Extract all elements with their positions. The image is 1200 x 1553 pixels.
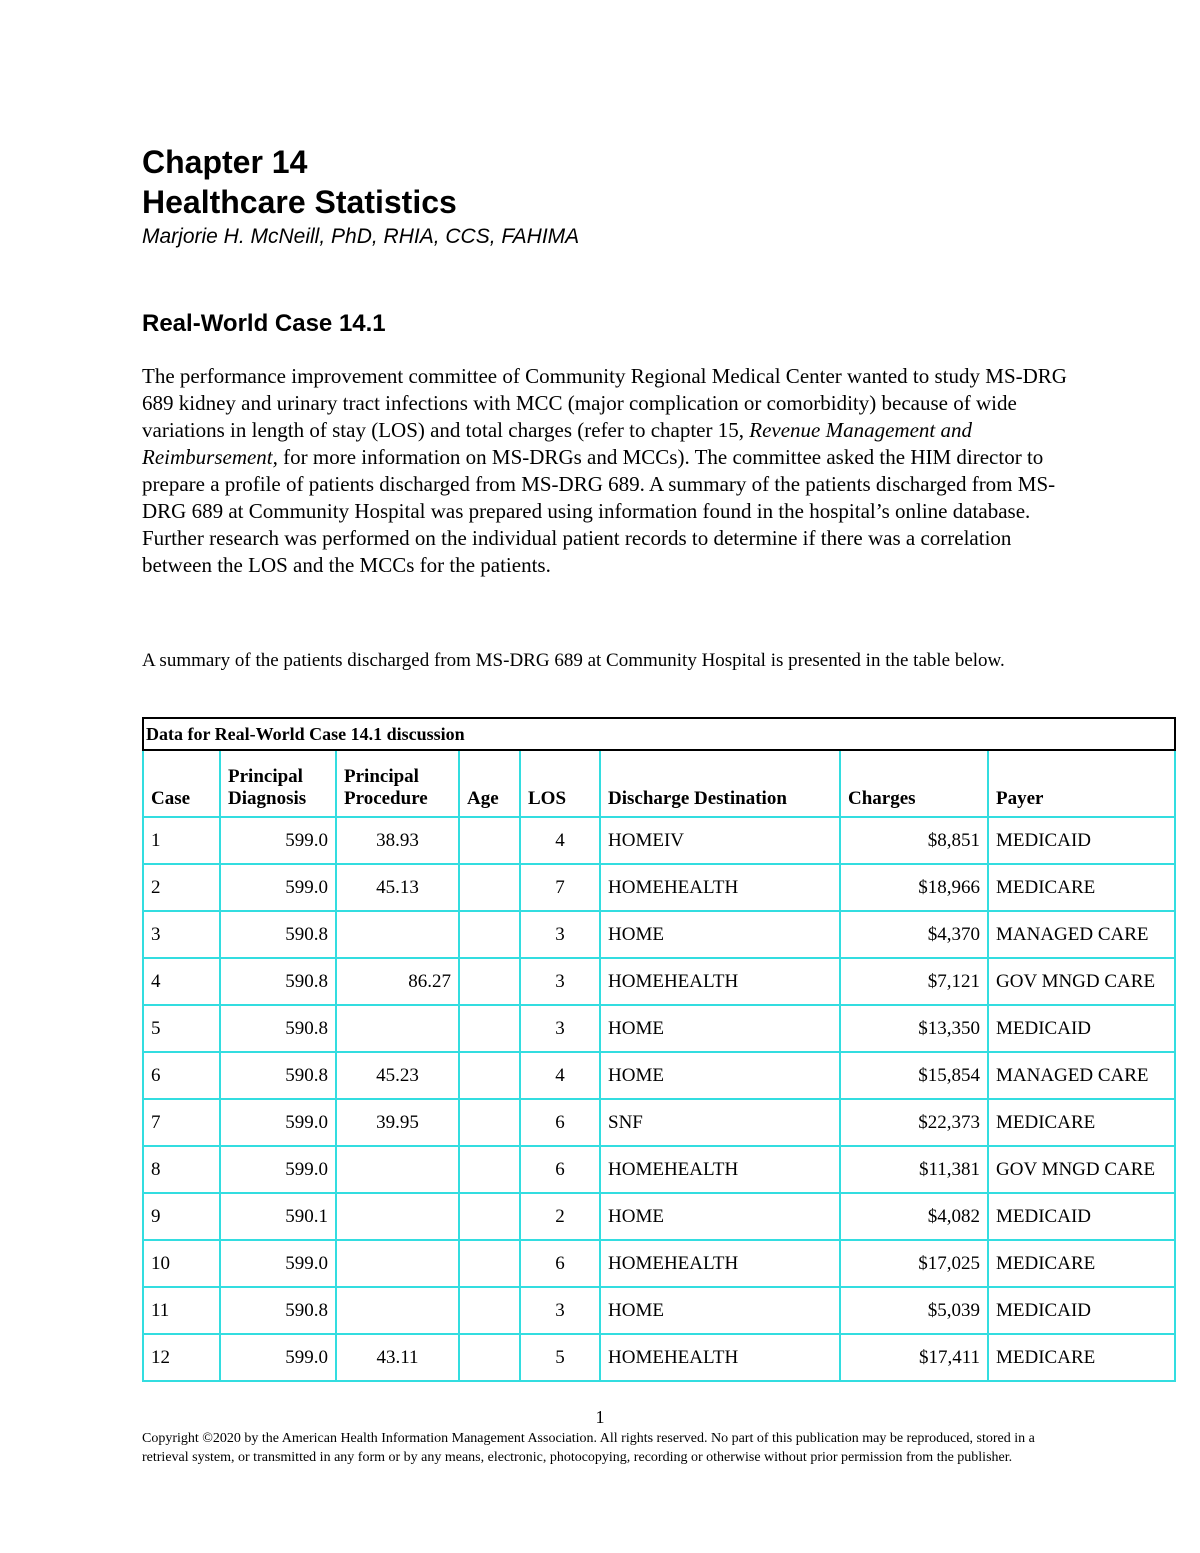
cell-age — [459, 1146, 520, 1193]
table-header-row — [143, 750, 1175, 817]
cell-charges: $8,851 — [840, 817, 988, 864]
cell-principal-procedure: 39.95 — [336, 1099, 459, 1146]
cell-case: 4 — [143, 958, 220, 1005]
case-data-table — [142, 717, 1176, 1382]
cell-payer: MEDICARE — [988, 864, 1175, 911]
cell-payer: MEDICAID — [988, 1193, 1175, 1240]
cell-age — [459, 1193, 520, 1240]
cell-principal-diagnosis: 599.0 — [220, 1099, 336, 1146]
header-procedure-line1: Principal — [344, 766, 419, 787]
cell-principal-procedure: 45.23 — [336, 1052, 459, 1099]
cell-principal-diagnosis: 590.8 — [220, 1287, 336, 1334]
cell-discharge-destination: HOMEHEALTH — [600, 1334, 840, 1381]
header-discharge-destination: Discharge Destination — [600, 750, 840, 817]
cell-case: 11 — [143, 1287, 220, 1334]
cell-principal-diagnosis: 599.0 — [220, 864, 336, 911]
table-row — [143, 817, 1175, 864]
cell-case: 3 — [143, 911, 220, 958]
cell-los: 3 — [520, 1005, 600, 1052]
header-principal-procedure — [336, 750, 459, 817]
cell-age — [459, 817, 520, 864]
cell-age — [459, 864, 520, 911]
cell-charges: $15,854 — [840, 1052, 988, 1099]
cell-discharge-destination: HOMEHEALTH — [600, 958, 840, 1005]
cell-principal-diagnosis: 590.8 — [220, 1005, 336, 1052]
cell-los: 3 — [520, 958, 600, 1005]
case-description-italic-title: Revenue Management and Reimbursement, — [142, 418, 972, 469]
cell-case: 1 — [143, 817, 220, 864]
table-body — [143, 817, 1175, 1381]
table-row — [143, 1005, 1175, 1052]
cell-principal-diagnosis: 590.1 — [220, 1193, 336, 1240]
case-description — [142, 363, 1072, 579]
table-row — [143, 958, 1175, 1005]
cell-payer: MANAGED CARE — [988, 1052, 1175, 1099]
table-row — [143, 1052, 1175, 1099]
cell-discharge-destination: HOMEIV — [600, 817, 840, 864]
table-row — [143, 1193, 1175, 1240]
cell-case: 7 — [143, 1099, 220, 1146]
cell-charges: $7,121 — [840, 958, 988, 1005]
cell-payer: MEDICAID — [988, 817, 1175, 864]
cell-case: 8 — [143, 1146, 220, 1193]
cell-los: 5 — [520, 1334, 600, 1381]
cell-los: 3 — [520, 911, 600, 958]
cell-age — [459, 1099, 520, 1146]
copyright-notice: Copyright ©2020 by the American Health Information Management Association. All rights reserved. No part of this publication may be reproduced, stored in a retrieval system, or transmitted in any form or by any means, electronic, photocopying, recording or otherwise without prior permission from the publisher. — [142, 1431, 1035, 1465]
table-row — [143, 1240, 1175, 1287]
cell-principal-diagnosis: 590.8 — [220, 1052, 336, 1099]
cell-principal-diagnosis: 599.0 — [220, 817, 336, 864]
header-diagnosis-line1: Principal — [228, 766, 303, 787]
cell-los: 6 — [520, 1240, 600, 1287]
table-row — [143, 1099, 1175, 1146]
cell-discharge-destination: HOMEHEALTH — [600, 864, 840, 911]
cell-case: 12 — [143, 1334, 220, 1381]
cell-payer: MEDICARE — [988, 1334, 1175, 1381]
cell-los: 4 — [520, 817, 600, 864]
cell-charges: $22,373 — [840, 1099, 988, 1146]
table-row — [143, 864, 1175, 911]
table-row — [143, 1334, 1175, 1381]
cell-age — [459, 1052, 520, 1099]
cell-principal-procedure: 45.13 — [336, 864, 459, 911]
cell-charges: $4,082 — [840, 1193, 988, 1240]
cell-charges: $5,039 — [840, 1287, 988, 1334]
case-description-part-1: The performance improvement committee of Community Regional Medical Center wanted to study MS-DRG 689 kidney and urinary tract infections with MCC (major complication or comorbidity) because of wide variations in length of stay (LOS) and total charges (refer to chapter 15, — [142, 364, 1067, 442]
chapter-number: Chapter 14 — [142, 144, 308, 180]
cell-principal-procedure — [336, 1193, 459, 1240]
case-description-part-2: for more information on MS-DRGs and MCCs). The committee asked the HIM director to prepare a profile of patients discharged from MS-DRG 689. A summary of the patients discharged from MS-DRG 689 at Community Hospital was prepared using information found in the hospital’s online database. Further research was performed on the individual patient records to determine if there was a correlation between the LOS and the MCCs for the patients. — [142, 445, 1056, 577]
cell-payer: MEDICARE — [988, 1240, 1175, 1287]
cell-principal-procedure: 38.93 — [336, 817, 459, 864]
cell-age — [459, 911, 520, 958]
page-number: 1 — [595, 1407, 605, 1427]
cell-principal-procedure: 86.27 — [336, 958, 459, 1005]
cell-principal-diagnosis: 599.0 — [220, 1146, 336, 1193]
cell-payer: MEDICAID — [988, 1005, 1175, 1052]
cell-charges: $4,370 — [840, 911, 988, 958]
table-row — [143, 1287, 1175, 1334]
cell-payer: MEDICARE — [988, 1099, 1175, 1146]
cell-los: 6 — [520, 1146, 600, 1193]
cell-los: 3 — [520, 1287, 600, 1334]
cell-principal-procedure — [336, 1005, 459, 1052]
table-intro-text: A summary of the patients discharged from MS-DRG 689 at Community Hospital is presented in the table below. — [142, 650, 1005, 671]
cell-case: 9 — [143, 1193, 220, 1240]
cell-discharge-destination: HOME — [600, 1287, 840, 1334]
cell-discharge-destination: HOME — [600, 1193, 840, 1240]
cell-los: 7 — [520, 864, 600, 911]
cell-principal-procedure — [336, 1240, 459, 1287]
cell-principal-diagnosis: 599.0 — [220, 1334, 336, 1381]
table-row — [143, 1146, 1175, 1193]
cell-charges: $17,411 — [840, 1334, 988, 1381]
author-line: Marjorie H. McNeill, PhD, RHIA, CCS, FAHIMA — [142, 225, 580, 248]
cell-los: 2 — [520, 1193, 600, 1240]
cell-discharge-destination: HOME — [600, 1005, 840, 1052]
cell-age — [459, 1005, 520, 1052]
cell-charges: $18,966 — [840, 864, 988, 911]
cell-discharge-destination: HOME — [600, 911, 840, 958]
cell-principal-procedure — [336, 911, 459, 958]
cell-case: 2 — [143, 864, 220, 911]
cell-charges: $11,381 — [840, 1146, 988, 1193]
cell-payer: MANAGED CARE — [988, 911, 1175, 958]
cell-age — [459, 1334, 520, 1381]
header-diagnosis-line2: Diagnosis — [228, 788, 307, 809]
cell-case: 10 — [143, 1240, 220, 1287]
cell-discharge-destination: SNF — [600, 1099, 840, 1146]
cell-los: 6 — [520, 1099, 600, 1146]
cell-age — [459, 1240, 520, 1287]
cell-payer: MEDICAID — [988, 1287, 1175, 1334]
cell-case: 5 — [143, 1005, 220, 1052]
case-heading: Real-World Case 14.1 — [142, 310, 386, 337]
table-row — [143, 911, 1175, 958]
cell-principal-procedure — [336, 1287, 459, 1334]
cell-principal-diagnosis: 590.8 — [220, 911, 336, 958]
header-charges: Charges — [840, 750, 988, 817]
header-los: LOS — [520, 750, 600, 817]
cell-charges: $13,350 — [840, 1005, 988, 1052]
cell-payer: GOV MNGD CARE — [988, 1146, 1175, 1193]
cell-discharge-destination: HOMEHEALTH — [600, 1146, 840, 1193]
header-age: Age — [459, 750, 520, 817]
cell-principal-procedure — [336, 1146, 459, 1193]
cell-principal-diagnosis: 590.8 — [220, 958, 336, 1005]
cell-payer: GOV MNGD CARE — [988, 958, 1175, 1005]
cell-case: 6 — [143, 1052, 220, 1099]
cell-principal-diagnosis: 599.0 — [220, 1240, 336, 1287]
cell-age — [459, 1287, 520, 1334]
table-caption: Data for Real-World Case 14.1 discussion — [143, 718, 1175, 750]
header-case: Case — [143, 750, 220, 817]
header-principal-diagnosis — [220, 750, 336, 817]
cell-principal-procedure: 43.11 — [336, 1334, 459, 1381]
cell-discharge-destination: HOME — [600, 1052, 840, 1099]
cell-charges: $17,025 — [840, 1240, 988, 1287]
header-payer: Payer — [988, 750, 1175, 817]
header-procedure-line2: Procedure — [344, 788, 428, 809]
chapter-title: Healthcare Statistics — [142, 184, 457, 220]
cell-los: 4 — [520, 1052, 600, 1099]
cell-discharge-destination: HOMEHEALTH — [600, 1240, 840, 1287]
cell-age — [459, 958, 520, 1005]
